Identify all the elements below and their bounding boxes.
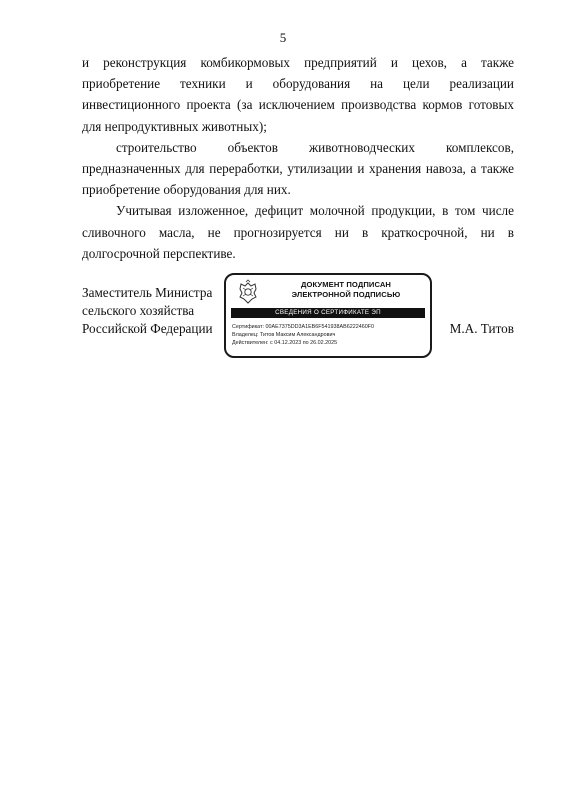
stamp-heading-line: ДОКУМЕНТ ПОДПИСАН bbox=[300, 280, 392, 289]
certificate-validity: Действителен: с 04.12.2023 по 26.02.2025 bbox=[232, 340, 338, 346]
certificate-owner: Владелец: Титов Максим Александрович bbox=[232, 332, 336, 338]
page-number: 5 bbox=[279, 30, 287, 45]
paragraph-conclusion: Учитывая изложенное, дефицит молочной продукции, в том числе сливочного масла, не прогнозируется ни в краткосрочной, ни в долгосрочной перспективе. bbox=[82, 203, 514, 261]
paragraph-reconstruction: и реконструкция комбикормовых предприятий и цехов, а также приобретение техники и оборудования на цели реализации инвестиционного проекта (за исключением производства кормов готовых для непродуктивных животных); bbox=[82, 55, 514, 134]
signer-title-line: Заместитель Министра bbox=[82, 285, 213, 300]
signature-block bbox=[82, 278, 514, 368]
stamp-heading bbox=[266, 280, 426, 300]
document-body bbox=[82, 52, 514, 264]
signer-title-line: сельского хозяйства bbox=[82, 303, 195, 318]
russian-coat-of-arms-icon bbox=[234, 279, 262, 307]
certificate-info-bar: СВЕДЕНИЯ О СЕРТИФИКАТЕ ЭП bbox=[231, 308, 425, 318]
paragraph-manure-facilities: строительство объектов животноводческих комплексов, предназначенных для переработки, утилизации и хранения навоза, а также приобретение оборудования для них. bbox=[82, 139, 514, 198]
stamp-heading-line: ЭЛЕКТРОННОЙ ПОДПИСЬЮ bbox=[291, 290, 401, 299]
signer-title bbox=[82, 284, 213, 338]
certificate-details bbox=[232, 323, 428, 347]
signer-name: М.А. Титов bbox=[449, 321, 514, 336]
certificate-serial: Сертификат: 00AE7375DD3A1EB6F541938AB6222460F0 bbox=[232, 324, 375, 330]
electronic-signature-stamp bbox=[224, 273, 432, 358]
signer-title-line: Российской Федерации bbox=[82, 321, 213, 336]
